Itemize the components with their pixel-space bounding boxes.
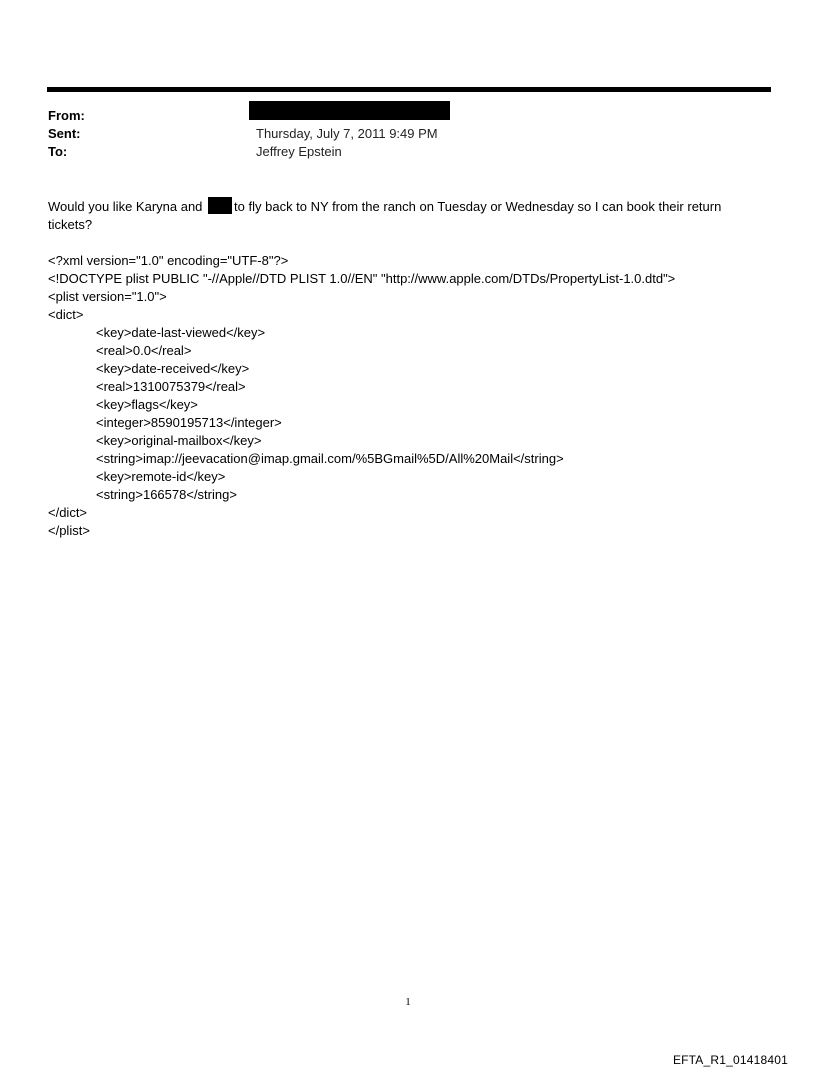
- page-number: 1: [405, 996, 411, 1008]
- plist-line: <integer>8590195713</integer>: [96, 415, 282, 430]
- plist-line: <key>date-received</key>: [96, 361, 250, 376]
- from-label: From:: [48, 108, 85, 123]
- plist-line: </plist>: [48, 523, 90, 538]
- plist-line: <string>166578</string>: [96, 487, 237, 502]
- plist-line: <real>0.0</real>: [96, 343, 192, 358]
- sent-label: Sent:: [48, 126, 81, 141]
- body-text-part1: Would you like Karyna and: [48, 199, 203, 214]
- plist-line: </dict>: [48, 505, 88, 520]
- document-id: EFTA_R1_01418401: [672, 1053, 788, 1067]
- body-text-part2: to fly back to NY from the ranch on Tuesday or Wednesday so I can book their return tickets?: [48, 199, 722, 232]
- plist-line: <key>remote-id</key>: [96, 469, 226, 484]
- plist-line: <!DOCTYPE plist PUBLIC "-//Apple//DTD PLIST 1.0//EN" "http://www.apple.com/DTDs/PropertyList-1.0.dtd">: [48, 271, 676, 286]
- to-row: [48, 143, 748, 161]
- email-body: [48, 197, 768, 234]
- plist-block: [48, 252, 788, 540]
- to-value: Jeffrey Epstein: [256, 144, 342, 159]
- plist-line: <key>date-last-viewed</key>: [96, 325, 266, 340]
- header-divider: [47, 87, 771, 92]
- plist-line: <key>original-mailbox</key>: [96, 433, 262, 448]
- sent-value: Thursday, July 7, 2011 9:49 PM: [256, 126, 438, 141]
- to-label: To:: [48, 144, 68, 159]
- plist-line: <string>imap://jeevacation@imap.gmail.com/%5BGmail%5D/All%20Mail</string>: [96, 451, 564, 466]
- plist-line: <?xml version="1.0" encoding="UTF-8"?>: [48, 253, 289, 268]
- from-redaction: [249, 101, 450, 120]
- body-redaction: [208, 197, 232, 214]
- plist-line: <key>flags</key>: [96, 397, 198, 412]
- sent-row: [48, 125, 748, 143]
- plist-line: <real>1310075379</real>: [96, 379, 246, 394]
- plist-line: <plist version="1.0">: [48, 289, 167, 304]
- plist-line: <dict>: [48, 307, 84, 322]
